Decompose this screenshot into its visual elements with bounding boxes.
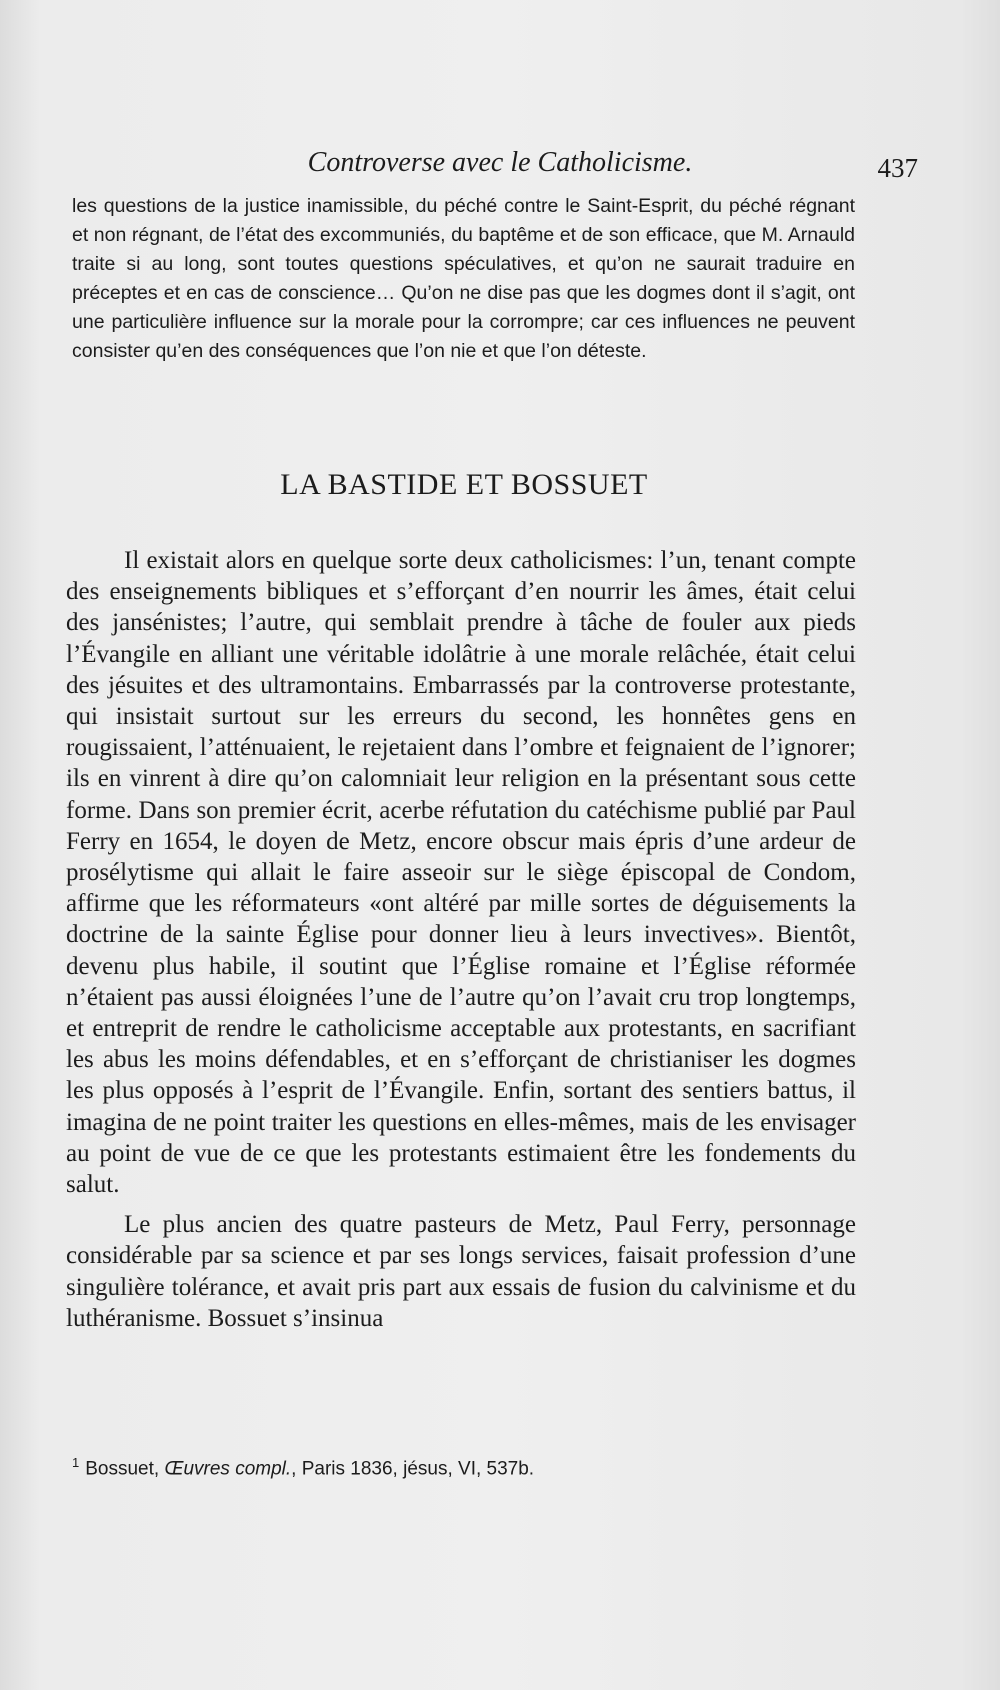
page-number: 437 <box>877 153 918 183</box>
section-heading: LA BASTIDE ET BOSSUET <box>280 468 648 501</box>
running-title: Controverse avec le Catholicisme. <box>307 147 693 178</box>
footnote-author: Bossuet, <box>85 1458 160 1480</box>
footnote-details: , Paris 1836, jésus, VI, 537b. <box>291 1458 535 1480</box>
paragraph-1: Il existait alors en quelque sorte deux catholicismes: l’un, tenant compte des enseignements bibliques et s’efforçant d’en nourrir les âmes, était celui des jansénistes; l’autre, qui semblait prendre à tâche de fouler aux pieds l’Évangile en alliant une véritable idolâtrie à une morale relâchée, était celui des jésuites et des ultramontains. Embarrassés par la controverse protestante, qui insistait surtout sur les erreurs du second, les honnêtes gens en rougissaient, l’atténuaient, le rejetaient dans l’ombre et feignaient de l’ignorer; ils en vinrent à dire qu’on calomniait leur religion en la présentant sous cette forme. Dans son premier écrit, acerbe réfutation du catéchisme publié par Paul Ferry en 1654, le doyen de Metz, encore obscur mais épris d’une ardeur de prosélytisme qui allait le faire asseoir sur le siège épiscopal de Condom, affirme que les réformateurs «ont altéré par mille sortes de déguisements la doctrine de la sainte Église pour donner lieu à leurs invectives». Bientôt, devenu plus habile, il soutint que l’Église romaine et l’Église réformée n’étaient pas aussi éloignées l’une de l’autre qu’on l’avait cru trop longtemps, et entreprit de rendre le catholicisme acceptable aux protestants, en sacrifiant les abus les moins défendables, et en s’efforçant de christianiser les dogmes les plus opposés à l’esprit de l’Évangile. Enfin, sortant des sentiers battus, il imagina de ne point traiter les questions en elles-mêmes, mais de les envisager au point de vue de ce que les protestants estimaient être les fondements du salut. <box>66 547 856 1199</box>
body-text <box>66 545 856 1343</box>
quote-text: les questions de la justice inamissible, du péché contre le Saint-Esprit, du péché régnant et non régnant, de l’état des excommuniés, du baptême et de son efficace, que M. Arnauld traite si au long, sont toutes questions spéculatives, et qu’on ne saurait traduire en préceptes et en cas de conscience… Qu’on ne dise pas que les dogmes dont il s’agit, ont une particulière influence sur la morale pour la corrompre; car ces influences ne peuvent consister qu’en des conséquences que l’on nie et que l’on déteste. <box>72 195 855 362</box>
running-head <box>70 143 930 183</box>
paragraph-2: Le plus ancien des quatre pasteurs de Metz, Paul Ferry, personnage considérable par sa science et par ses longs services, faisait profession d’une singulière tolérance, et avait pris part aux essais de fusion du calvinisme et du luthéranisme. Bossuet s’insinua <box>66 1211 856 1332</box>
footnote <box>72 1455 852 1480</box>
footnote-marker: 1 <box>72 1455 80 1470</box>
footnote-work-title: Œuvres compl. <box>164 1458 292 1480</box>
quoted-passage <box>72 192 855 366</box>
